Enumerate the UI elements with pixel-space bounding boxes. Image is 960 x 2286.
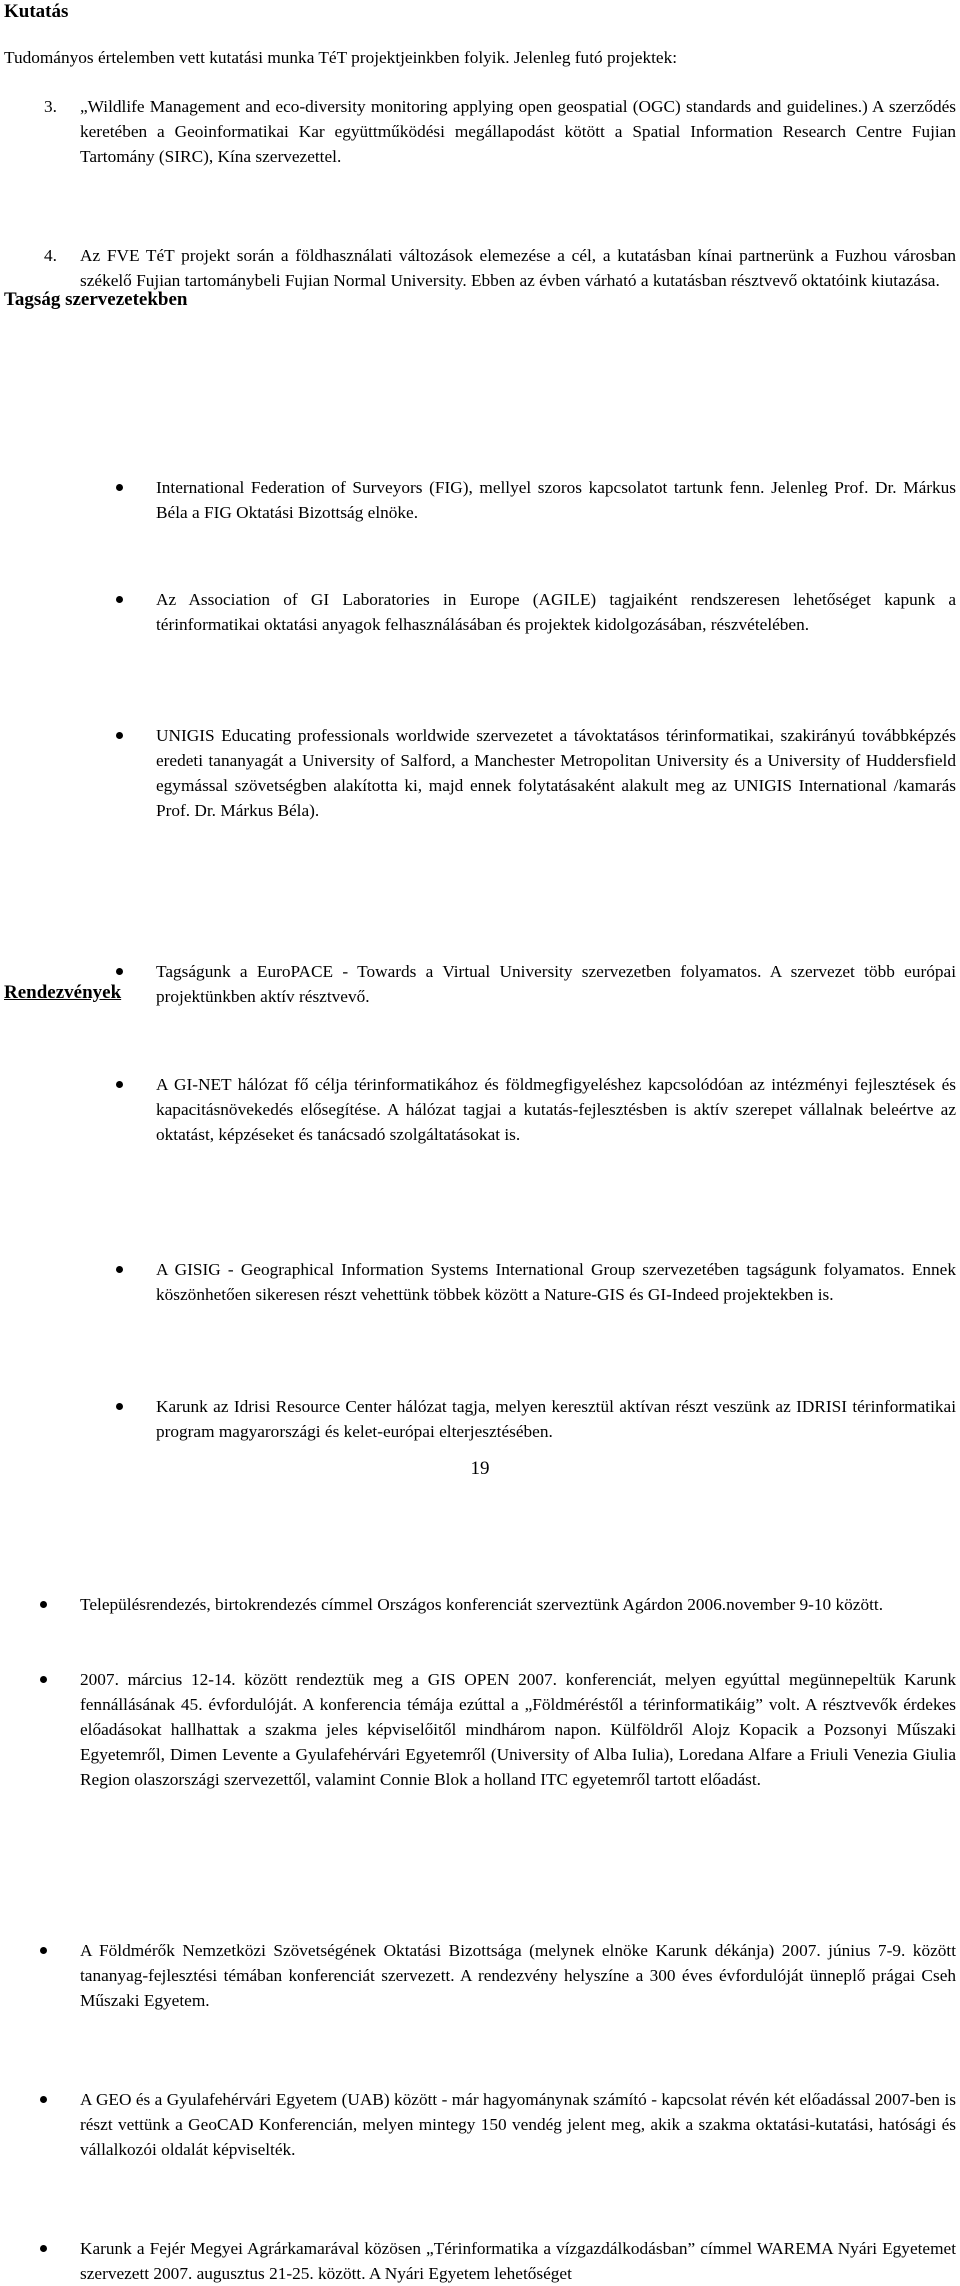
bullet-icon: [40, 1601, 47, 1608]
list-item-text: Tagságunk a EuroPACE - Towards a Virtual University szervezetben folyamatos. A szervezet több európai projektünkben aktív résztvevő.: [156, 962, 956, 1006]
list-item: [40, 2236, 956, 2286]
bullet-icon: [116, 1266, 123, 1273]
list-item: [116, 723, 956, 823]
bullet-icon: [116, 1403, 123, 1410]
bullet-icon: [40, 2096, 47, 2103]
bullet-icon: [116, 484, 123, 491]
list-item: [116, 1072, 956, 1147]
kutatas-item: [44, 94, 956, 169]
list-item-text: A GI-NET hálózat fő célja térinformatikához és földmegfigyeléshez kapcsolódóan az intézményi fejlesztések és kapacitásnövekedés elősegítése. A hálózat tagjai a kutatás-fejlesztésben is aktív szerepet vállalnak beleértve az oktatást, képzéseket és tanácsadó szolgáltatásokat is.: [156, 1075, 956, 1144]
list-item-text: A Földmérők Nemzetközi Szövetségének Oktatási Bizottsága (melynek elnöke Karunk dékánja) 2007. június 7-9. között tananyag-fejlesztési témában konferenciát szervezett. A rendezvény helyszíne a 300 éves évfordulóját ünneplő prágai Cseh Műszaki Egyetem.: [80, 1941, 956, 2010]
list-item: [40, 1938, 956, 2013]
list-item: [116, 959, 956, 1009]
section-title-kutatas: Kutatás: [4, 1, 69, 22]
list-item: [116, 1394, 956, 1444]
item-number: 4.: [44, 246, 57, 265]
bullet-icon: [40, 2245, 47, 2252]
bullet-icon: [116, 1081, 123, 1088]
list-item: [116, 587, 956, 637]
item-text: „Wildlife Management and eco-diversity monitoring applying open geospatial (OGC) standards and guidelines.) A szerződés keretében a Geoinformatikai Kar együttműködési megállapodást kötött a Spatial Information Research Centre Fujian Tartomány (SIRC), Kína szervezettel.: [80, 97, 956, 166]
kutatas-intro: Tudományos értelemben vett kutatási munka TéT projektjeinkben folyik. Jelenleg futó projektek:: [4, 48, 678, 67]
list-item-text: Karunk a Fejér Megyei Agrárkamarával közösen „Térinformatika a vízgazdálkodásban” címmel WAREMA Nyári Egyetemet szervezett 2007. augusztus 21-25. között. A Nyári Egyetem lehetőséget: [80, 2239, 956, 2283]
list-item-text: Az Association of GI Laboratories in Europe (AGILE) tagjaiként rendszeresen lehetőséget kapunk a térinformatikai oktatási anyagok felhasználásában és projektek kidolgozásában, részvételében.: [156, 590, 956, 634]
bullet-icon: [116, 968, 123, 975]
list-item: [40, 2087, 956, 2162]
list-item: [40, 1667, 956, 1792]
item-number: 3.: [44, 97, 57, 116]
section-title-rendezvenyek: Rendezvények: [4, 982, 122, 1003]
section-title-tagsag: Tagság szervezetekben: [4, 289, 188, 310]
list-item-text: Településrendezés, birtokrendezés címmel Országos konferenciát szerveztünk Agárdon 2006.november 9-10 között.: [80, 1595, 884, 1614]
kutatas-item: [44, 243, 956, 293]
bullet-icon: [40, 1676, 47, 1683]
bullet-icon: [116, 732, 123, 739]
bullet-icon: [116, 596, 123, 603]
list-item: [116, 1257, 956, 1307]
bullet-icon: [40, 1947, 47, 1954]
list-item-text: UNIGIS Educating professionals worldwide szervezetet a távoktatásos térinformatikai, szakirányú továbbképzés eredeti tananyagát a University of Salford, a Manchester Metropolitan University és a University of Huddersfield egymással szövetségben alakította ki, majd ennek folytatásaként alakult meg az UNIGIS International /kamarás Prof. Dr. Márkus Béla).: [156, 726, 956, 820]
list-item-text: A GISIG - Geographical Information Systems International Group szervezetében tagságunk folyamatos. Ennek köszönhetően sikeresen részt vehettünk többek között a Nature-GIS és GI-Indeed projektekben is.: [156, 1260, 956, 1304]
list-item-text: 2007. március 12-14. között rendeztük meg a GIS OPEN 2007. konferenciát, melyen egyúttal megünnepeltük Karunk fennállásának 45. évfordulóját. A konferencia témája ezúttal a „Földméréstől a térinformatikáig” volt. A résztvevők érdekes előadásokat hallhattak a szakma jeles képviselőitől mindhárom napon. Külföldről Alojz Kopacik a Pozsonyi Műszaki Egyetemről, Dimen Levente a Gyulafehérvári Egyetemről (University of Alba Iulia), Loredana Alfare a Friuli Venezia Giulia Region olaszországi szervezettől, valamint Connie Blok a holland ITC egyetemről tartott előadást.: [80, 1670, 956, 1789]
page-number: 19: [470, 1458, 490, 1479]
list-item-text: A GEO és a Gyulafehérvári Egyetem (UAB) között - már hagyománynak számító - kapcsolat révén két előadással 2007-ben is részt vettünk a GeoCAD Konferencián, melyen mintegy 150 vendég jelent meg, akik a szakma oktatási-kutatási, hatósági és vállalkozói oldalát képviselték.: [80, 2090, 956, 2159]
item-text: Az FVE TéT projekt során a földhasználati változások elemezése a cél, a kutatásban kínai partnerünk a Fuzhou városban székelő Fujian tartománybeli Fujian Normal University. Ebben az évben várható a kutatásban résztvevő oktatóink kiutazása.: [80, 246, 956, 290]
list-item-text: International Federation of Surveyors (FIG), mellyel szoros kapcsolatot tartunk fenn. Jelenleg Prof. Dr. Márkus Béla a FIG Oktatási Bizottság elnöke.: [156, 478, 956, 522]
list-item: [116, 475, 956, 525]
list-item-text: Karunk az Idrisi Resource Center hálózat tagja, melyen keresztül aktívan részt veszünk az IDRISI térinformatikai program magyarországi és kelet-európai elterjesztésében.: [156, 1397, 956, 1441]
list-item: [40, 1592, 956, 1617]
